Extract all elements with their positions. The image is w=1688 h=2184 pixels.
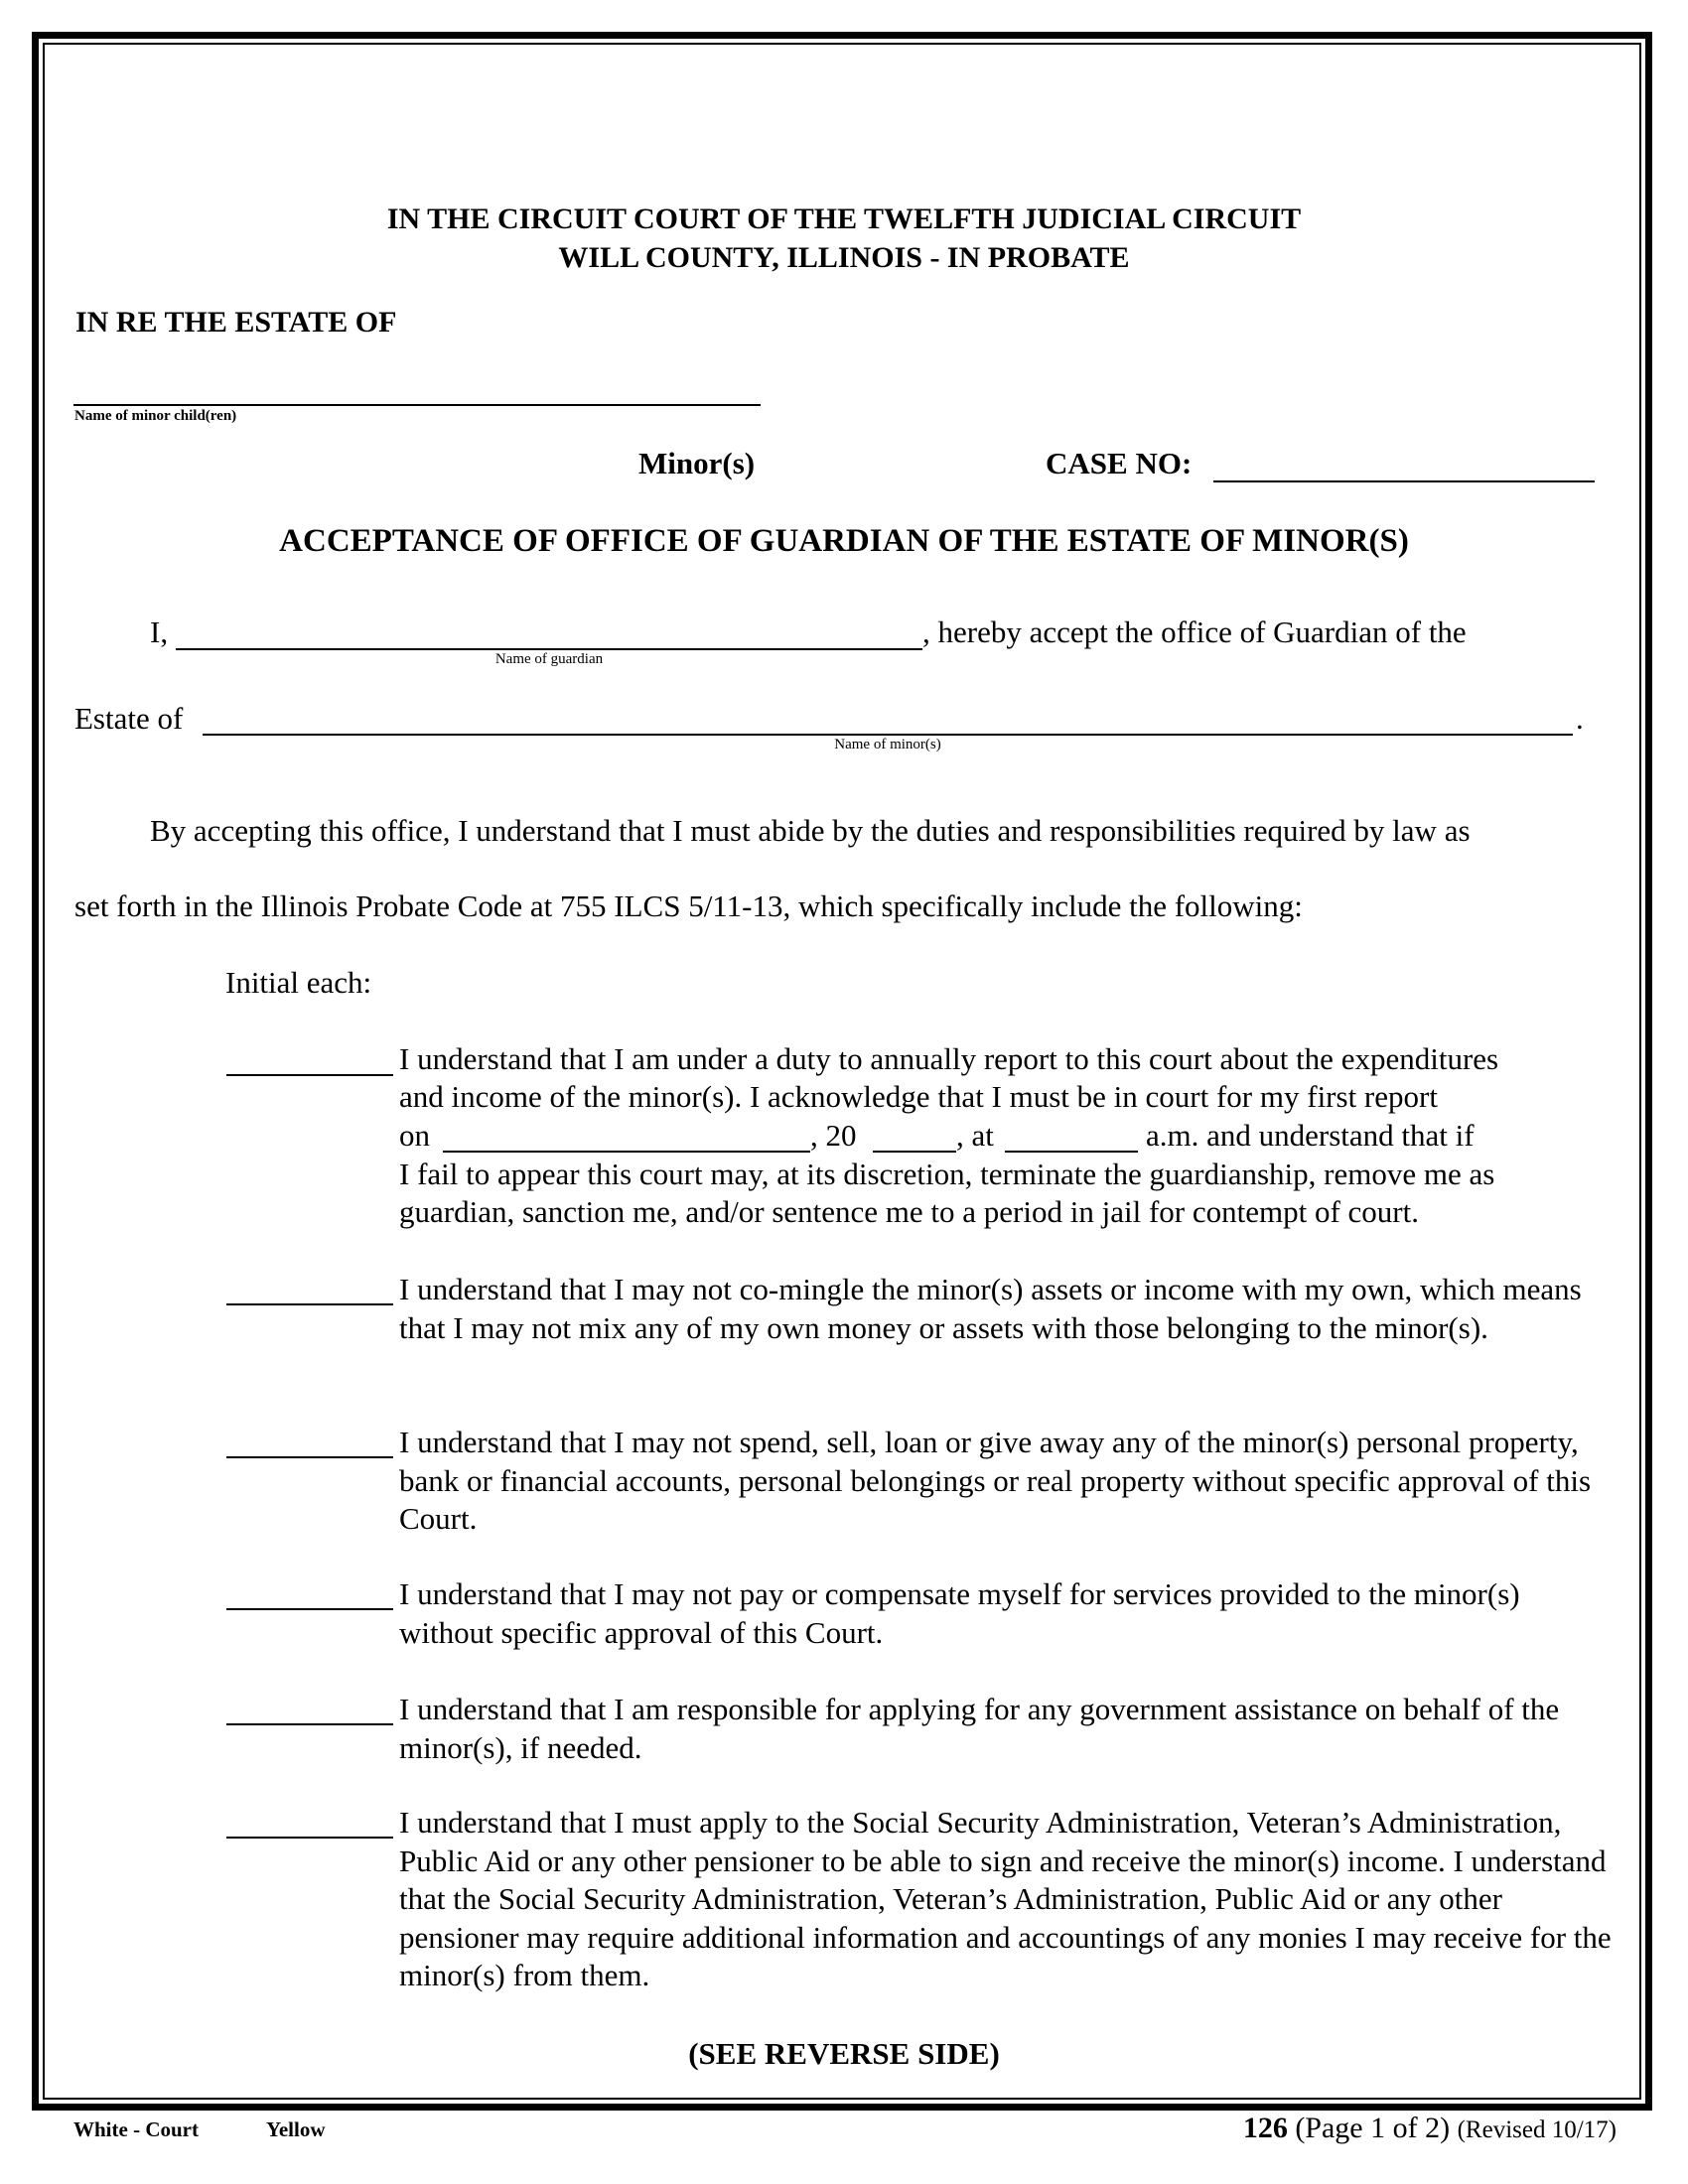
item1-line2: and income of the minor(s). I acknowledge that I must be in court for my first report	[399, 1079, 1438, 1114]
item1-year-prefix: , 20	[810, 1118, 857, 1153]
item1-line5: guardian, sanction me, and/or sentence me to a period in jail for contempt of court.	[399, 1194, 1419, 1229]
minor-estate-name-line[interactable]	[203, 734, 1573, 736]
item3-text: I understand that I may not spend, sell, loan or give away any of the minor(s) personal property, bank or financial accounts, personal belongings or real property without specific approval of this Court.	[399, 1425, 1592, 1536]
minor-name-caption: Name of minor child(ren)	[74, 408, 237, 424]
in-re-label: IN RE THE ESTATE OF	[75, 306, 397, 339]
report-time-line[interactable]	[1005, 1151, 1138, 1153]
initial-line-6[interactable]	[226, 1837, 393, 1839]
case-number-line[interactable]	[1213, 480, 1595, 482]
court-heading-line2: WILL COUNTY, ILLINOIS - IN PROBATE	[558, 241, 1130, 274]
case-no-label: CASE NO:	[1046, 446, 1193, 480]
item1-am-text: a.m. and understand that if	[1146, 1118, 1475, 1153]
intro-line1: By accepting this office, I understand that I must abide by the duties and responsibilities required by law as	[150, 813, 1471, 848]
intro-line2: set forth in the Illinois Probate Code at 755 ILCS 5/11-13, which specifically include the following:	[74, 888, 1303, 923]
form-number: 126	[1242, 2112, 1288, 2144]
report-date-line[interactable]	[443, 1151, 810, 1153]
item5-text: I understand that I am responsible for applying for any government assistance on behalf of the minor(s), if needed.	[399, 1692, 1560, 1765]
estate-period: .	[1576, 701, 1584, 736]
footer-form-info	[1243, 2112, 1617, 2145]
initial-each-label: Initial each:	[225, 965, 372, 1000]
acceptance-suffix: , hereby accept the office of Guardian of the	[922, 614, 1467, 649]
minor-name-line[interactable]	[73, 404, 761, 406]
initial-line-5[interactable]	[226, 1723, 393, 1725]
initial-line-4[interactable]	[226, 1608, 393, 1610]
form-title: ACCEPTANCE OF OFFICE OF GUARDIAN OF THE ESTATE OF MINOR(S)	[279, 523, 1409, 559]
item4-text: I understand that I may not pay or compensate myself for services provided to the minor(s) without specific approval of this Court.	[399, 1576, 1520, 1650]
initial-line-3[interactable]	[226, 1456, 393, 1458]
report-year-line[interactable]	[873, 1151, 956, 1153]
item1-at-label: , at	[956, 1118, 994, 1153]
item1-line1: I understand that I am under a duty to annually report to this court about the expenditures	[399, 1041, 1499, 1076]
footer-copy-white: White - Court	[73, 2117, 199, 2141]
guardian-name-caption: Name of guardian	[494, 651, 604, 667]
see-reverse-side: (SEE REVERSE SIDE)	[688, 2036, 1000, 2071]
item6-text: I understand that I must apply to the Social Security Administration, Veteran’s Administration, Public Aid or any other pensioner to be able to sign and receive the minor(s) income. I understand that the Social Security Administration, Veteran’s Administration, Public Aid or any other pensioner may require additional information and accountings of any monies I may receive for the minor(s) from them.	[399, 1805, 1612, 1992]
footer-copy-yellow: Yellow	[266, 2117, 326, 2141]
page-info: (Page 1 of 2)	[1295, 2112, 1451, 2144]
initial-line-2[interactable]	[226, 1303, 393, 1305]
item1-line4: I fail to appear this court may, at its discretion, terminate the guardianship, remove me as	[399, 1157, 1495, 1191]
estate-of-label: Estate of	[74, 701, 184, 736]
initial-line-1[interactable]	[226, 1074, 393, 1076]
minors-label: Minor(s)	[638, 446, 756, 480]
revised-date: (Revised 10/17)	[1457, 2116, 1617, 2143]
guardian-name-line[interactable]	[176, 648, 922, 650]
minor-estate-name-caption: Name of minor(s)	[834, 737, 941, 752]
acceptance-prefix: I,	[150, 614, 169, 649]
item1-on-label: on	[399, 1118, 430, 1153]
item2-text: I understand that I may not co-mingle the minor(s) assets or income with my own, which means that I may not mix any of my own money or assets with those belonging to the minor(s).	[399, 1272, 1582, 1345]
court-heading-line1: IN THE CIRCUIT COURT OF THE TWELFTH JUDICIAL CIRCUIT	[386, 203, 1302, 235]
